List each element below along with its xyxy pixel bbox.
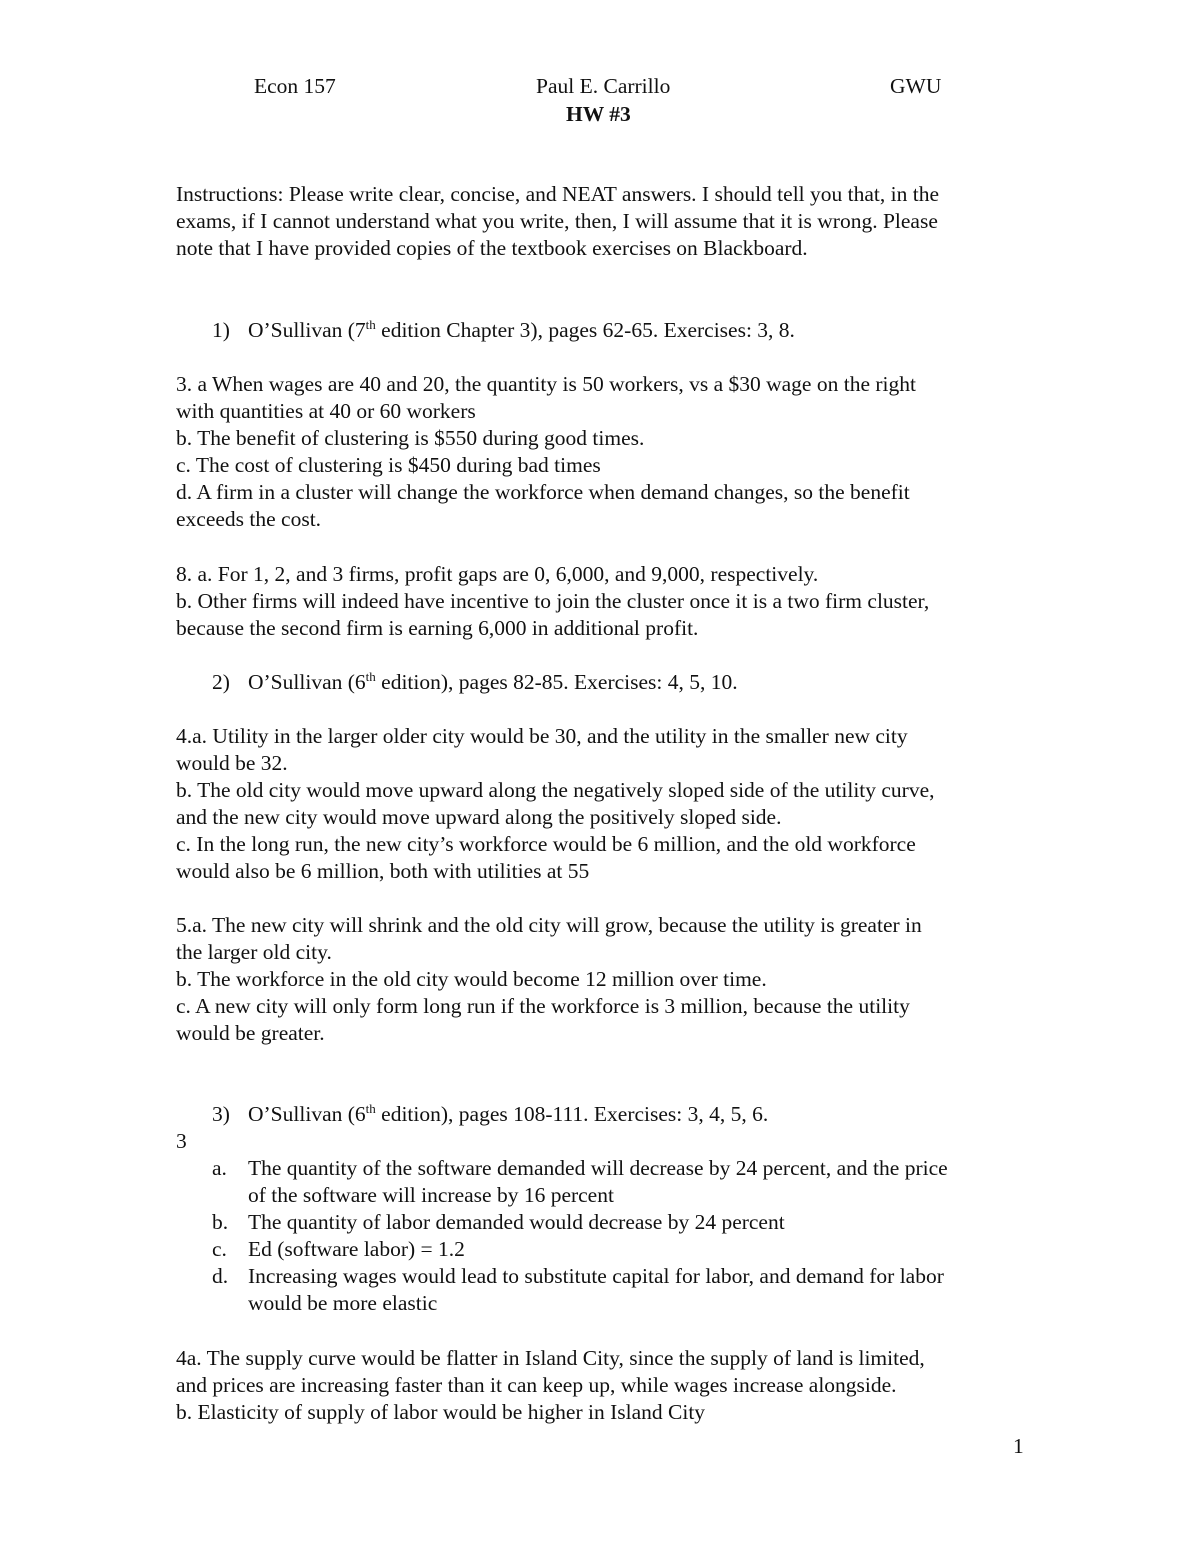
answer-label: 3 bbox=[176, 1129, 187, 1153]
list-item-line: would be more elastic bbox=[248, 1291, 438, 1315]
answer-line: exceeds the cost. bbox=[176, 507, 322, 531]
list-item-line: Ed (software labor) = 1.2 bbox=[248, 1237, 465, 1261]
answer-line: b. The old city would move upward along the negatively sloped side of the utility curve, bbox=[176, 778, 935, 802]
answer-line: 4a. The supply curve would be flatter in Island City, since the supply of land is limited, bbox=[176, 1346, 925, 1370]
answer-line: because the second firm is earning 6,000 in additional profit. bbox=[176, 616, 699, 640]
list-item-line: The quantity of the software demanded will decrease by 24 percent, and the price bbox=[248, 1156, 948, 1180]
instructions-line: Instructions: Please write clear, concise, and NEAT answers. I should tell you that, in the bbox=[176, 182, 939, 206]
list-marker: d. bbox=[212, 1264, 229, 1288]
answer-line: c. A new city will only form long run if the workforce is 3 million, because the utility bbox=[176, 994, 910, 1018]
answer-line: 8. a. For 1, 2, and 3 firms, profit gaps are 0, 6,000, and 9,000, respectively. bbox=[176, 562, 819, 586]
answer-line: c. The cost of clustering is $450 during bad times bbox=[176, 453, 601, 477]
answer-line: would be 32. bbox=[176, 751, 288, 775]
answer-line: b. Elasticity of supply of labor would be higher in Island City bbox=[176, 1400, 706, 1424]
document-title: HW #3 bbox=[566, 102, 631, 126]
answer-line: b. The workforce in the old city would become 12 million over time. bbox=[176, 967, 767, 991]
instructor-name: Paul E. Carrillo bbox=[536, 74, 671, 98]
answer-line: 4.a. Utility in the larger older city would be 30, and the utility in the smaller new city bbox=[176, 724, 908, 748]
answer-line: b. The benefit of clustering is $550 during good times. bbox=[176, 426, 645, 450]
answer-line: with quantities at 40 or 60 workers bbox=[176, 399, 476, 423]
answer-line: c. In the long run, the new city’s workforce would be 6 million, and the old workforce bbox=[176, 832, 916, 856]
answer-line: 5.a. The new city will shrink and the old city will grow, because the utility is greater in bbox=[176, 913, 922, 937]
page-number: 1 bbox=[1013, 1434, 1024, 1458]
list-marker: c. bbox=[212, 1237, 227, 1261]
instructions-line: note that I have provided copies of the textbook exercises on Blackboard. bbox=[176, 236, 808, 260]
section-number: 2) bbox=[212, 670, 230, 694]
answer-line: and the new city would move upward along the positively sloped side. bbox=[176, 805, 782, 829]
section-number: 3) bbox=[212, 1102, 230, 1126]
section-heading: O’Sullivan (7th edition Chapter 3), pages 62-65. Exercises: 3, 8. bbox=[248, 316, 795, 342]
answer-line: would be greater. bbox=[176, 1021, 325, 1045]
list-item-line: Increasing wages would lead to substitute capital for labor, and demand for labor bbox=[248, 1264, 944, 1288]
section-heading: O’Sullivan (6th edition), pages 108-111. Exercises: 3, 4, 5, 6. bbox=[248, 1100, 769, 1126]
list-marker: a. bbox=[212, 1156, 227, 1180]
section-heading: O’Sullivan (6th edition), pages 82-85. Exercises: 4, 5, 10. bbox=[248, 668, 738, 694]
answer-line: d. A firm in a cluster will change the workforce when demand changes, so the benefit bbox=[176, 480, 910, 504]
answer-line: the larger old city. bbox=[176, 940, 332, 964]
section-number: 1) bbox=[212, 318, 230, 342]
list-item-line: The quantity of labor demanded would decrease by 24 percent bbox=[248, 1210, 785, 1234]
instructions-line: exams, if I cannot understand what you write, then, I will assume that it is wrong. Please bbox=[176, 209, 938, 233]
answer-line: b. Other firms will indeed have incentive to join the cluster once it is a two firm cluster, bbox=[176, 589, 930, 613]
course-name: Econ 157 bbox=[254, 74, 336, 98]
school-name: GWU bbox=[890, 74, 942, 98]
answer-line: would also be 6 million, both with utilities at 55 bbox=[176, 859, 590, 883]
answer-line: 3. a When wages are 40 and 20, the quantity is 50 workers, vs a $30 wage on the right bbox=[176, 372, 916, 396]
list-marker: b. bbox=[212, 1210, 229, 1234]
list-item-line: of the software will increase by 16 percent bbox=[248, 1183, 614, 1207]
answer-line: and prices are increasing faster than it can keep up, while wages increase alongside. bbox=[176, 1373, 897, 1397]
